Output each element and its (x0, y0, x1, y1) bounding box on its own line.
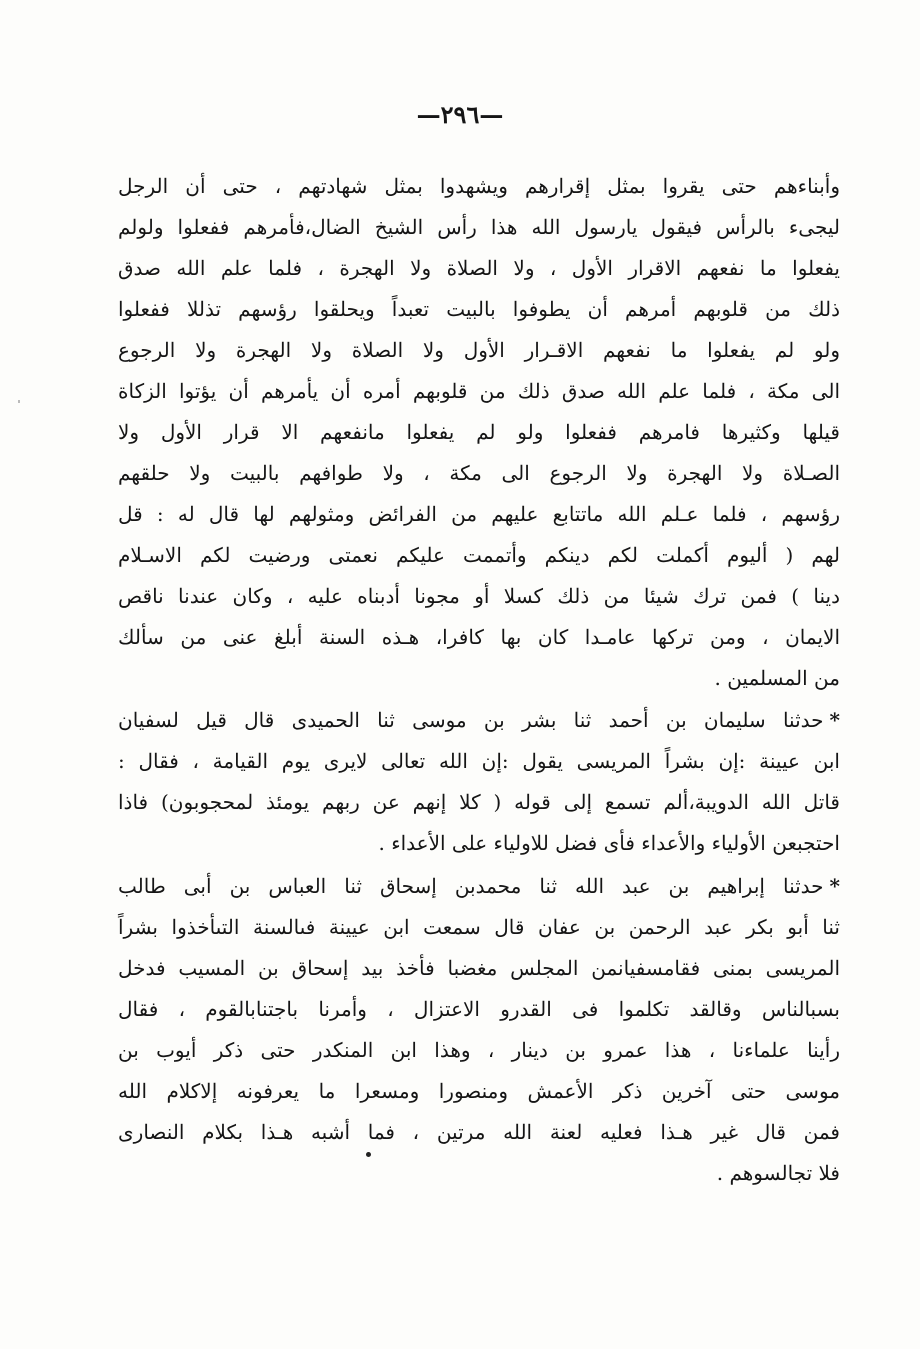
text-line (118, 1071, 840, 1112)
line-text: من المسلمين . (714, 666, 840, 690)
paragraph-marker: * (829, 874, 840, 898)
line-text: ابن عيينة :إن بشراً المريسى يقول :إن الله تعالى لايرى يوم القيامة ، فقال : (118, 749, 840, 773)
text-line (118, 823, 840, 864)
text-line (118, 1112, 840, 1153)
text-line (118, 330, 840, 371)
text-line (118, 289, 840, 330)
text-line (118, 866, 840, 907)
line-text: الايمان ، ومن تركها عامـدا كان بها كافرا، هـذه السنة أبلغ عنى من سألك (118, 625, 840, 649)
line-text: فمن قال غير هـذا فعليه لعنة الله مرتين ، فما أشبه هـذا بكلام النصارى (118, 1120, 840, 1144)
text-line (118, 617, 840, 658)
line-text: ذلك من قلوبهم أمرهم أن يطوفوا بالبيت تعبداً ويحلقوا رؤسهم تذللا ففعلوا (118, 297, 840, 321)
line-text: الى مكة ، فلما علم الله صدق ذلك من قلوبهم أمره أن يأمرهم أن يؤتوا الزكاة (118, 379, 840, 403)
margin-speck (18, 400, 20, 403)
text-line (118, 576, 840, 617)
text-line (118, 207, 840, 248)
page-number: —٢٩٦— (416, 100, 504, 129)
text-line (118, 535, 840, 576)
text-line (118, 166, 840, 207)
text-line (118, 782, 840, 823)
text-line (118, 658, 840, 699)
line-text: الصـلاة ولا الهجرة ولا الرجوع الى مكة ، ولا طوافهم بالبيت ولا حلقهم (118, 461, 840, 485)
text-line (118, 494, 840, 535)
paragraph-1 (118, 166, 840, 699)
text-line (118, 1030, 840, 1071)
line-text: رأينا علماءنا ، هذا عمرو بن دينار ، وهذا ابن المنكدر حتى ذكر أيوب بن (118, 1038, 840, 1062)
line-text: احتجبعن الأولياء والأعداء فأى فضل للاولياء على الأعداء . (378, 831, 840, 855)
text-line (118, 371, 840, 412)
line-text: رؤسهم ، فلما عـلم الله ماتتابع عليهم من الفرائض ومثولهم لها قال له : قل (118, 502, 841, 526)
line-text: ولو لم يفعلوا ما نفعهم الاقـرار الأول ولا الصلاة ولا الهجرة ولا الرجوع (118, 338, 840, 362)
line-text: المريسى بمنى فقامسفيانمن المجلس مغضبا فأخذ بيد إسحاق بن المسيب فدخل (118, 956, 840, 980)
paragraph-2-hadith-sufyan (118, 700, 840, 864)
line-text: فلا تجالسوهم . (716, 1161, 840, 1185)
line-text: دينا ) فمن ترك شيئا من ذلك كسلا أو مجونا أدبناه عليه ، وكان عندنا ناقص (118, 584, 840, 608)
line-text: حدثنا إبراهيم بن عبد الله ثنا محمدبن إسحاق ثنا العباس بن أبى طالب (118, 874, 824, 898)
line-text: ثنا أبو بكر عبد الرحمن بن عفان قال سمعت ابن عيينة فىالسنة التىأخذوا بشراً (118, 915, 840, 939)
paragraph-marker: * (829, 708, 840, 732)
line-text: ليجىء بالرأس فيقول يارسول الله هذا رأس الشيخ الضال،فأمرهم ففعلوا ولولم (118, 215, 840, 239)
line-text: قاتل الله الدويبة،ألم تسمع إلى قوله ( كلا إنهم عن ربهم يومئذ لمحجوبون) فاذا (118, 790, 840, 814)
line-text: يفعلوا ما نفعهم الاقرار الأول ، ولا الصلاة ولا الهجرة ، فلما علم الله صدق (118, 256, 840, 280)
text-line (118, 248, 840, 289)
line-text: وأبناءهم حتى يقروا بمثل إقرارهم ويشهدوا بمثل شهادتهم ، حتى أن الرجل (118, 174, 841, 198)
paragraph-3-hadith-ibn-uyayna (118, 866, 840, 1194)
text-line (118, 1153, 840, 1194)
line-text: بسبالناس وقالقد تكلموا فى القدرو الاعتزال ، وأمرنا باجتنابالقوم ، فقال (118, 997, 840, 1021)
line-text: لهم ( أليوم أكملت لكم دينكم وأتممت عليكم نعمتى ورضيت لكم الاسـلام (118, 543, 840, 567)
text-line (118, 989, 840, 1030)
text-line (118, 453, 840, 494)
text-line (118, 907, 840, 948)
text-line (118, 948, 840, 989)
text-line (118, 412, 840, 453)
line-text: حدثنا سليمان بن أحمد ثنا بشر بن موسى ثنا الحميدى قال قيل لسفيان (118, 708, 824, 732)
text-line (118, 741, 840, 782)
line-text: موسى حتى آخرين ذكر الأعمش ومنصورا ومسعرا ما يعرفونه إلاكلام الله (118, 1079, 840, 1103)
text-line (118, 700, 840, 741)
line-text: قيلها وكثيرها فامرهم ففعلوا ولو لم يفعلوا مانفعهم الا قرار الأول ولا (118, 420, 840, 444)
ink-dot (366, 1152, 371, 1157)
